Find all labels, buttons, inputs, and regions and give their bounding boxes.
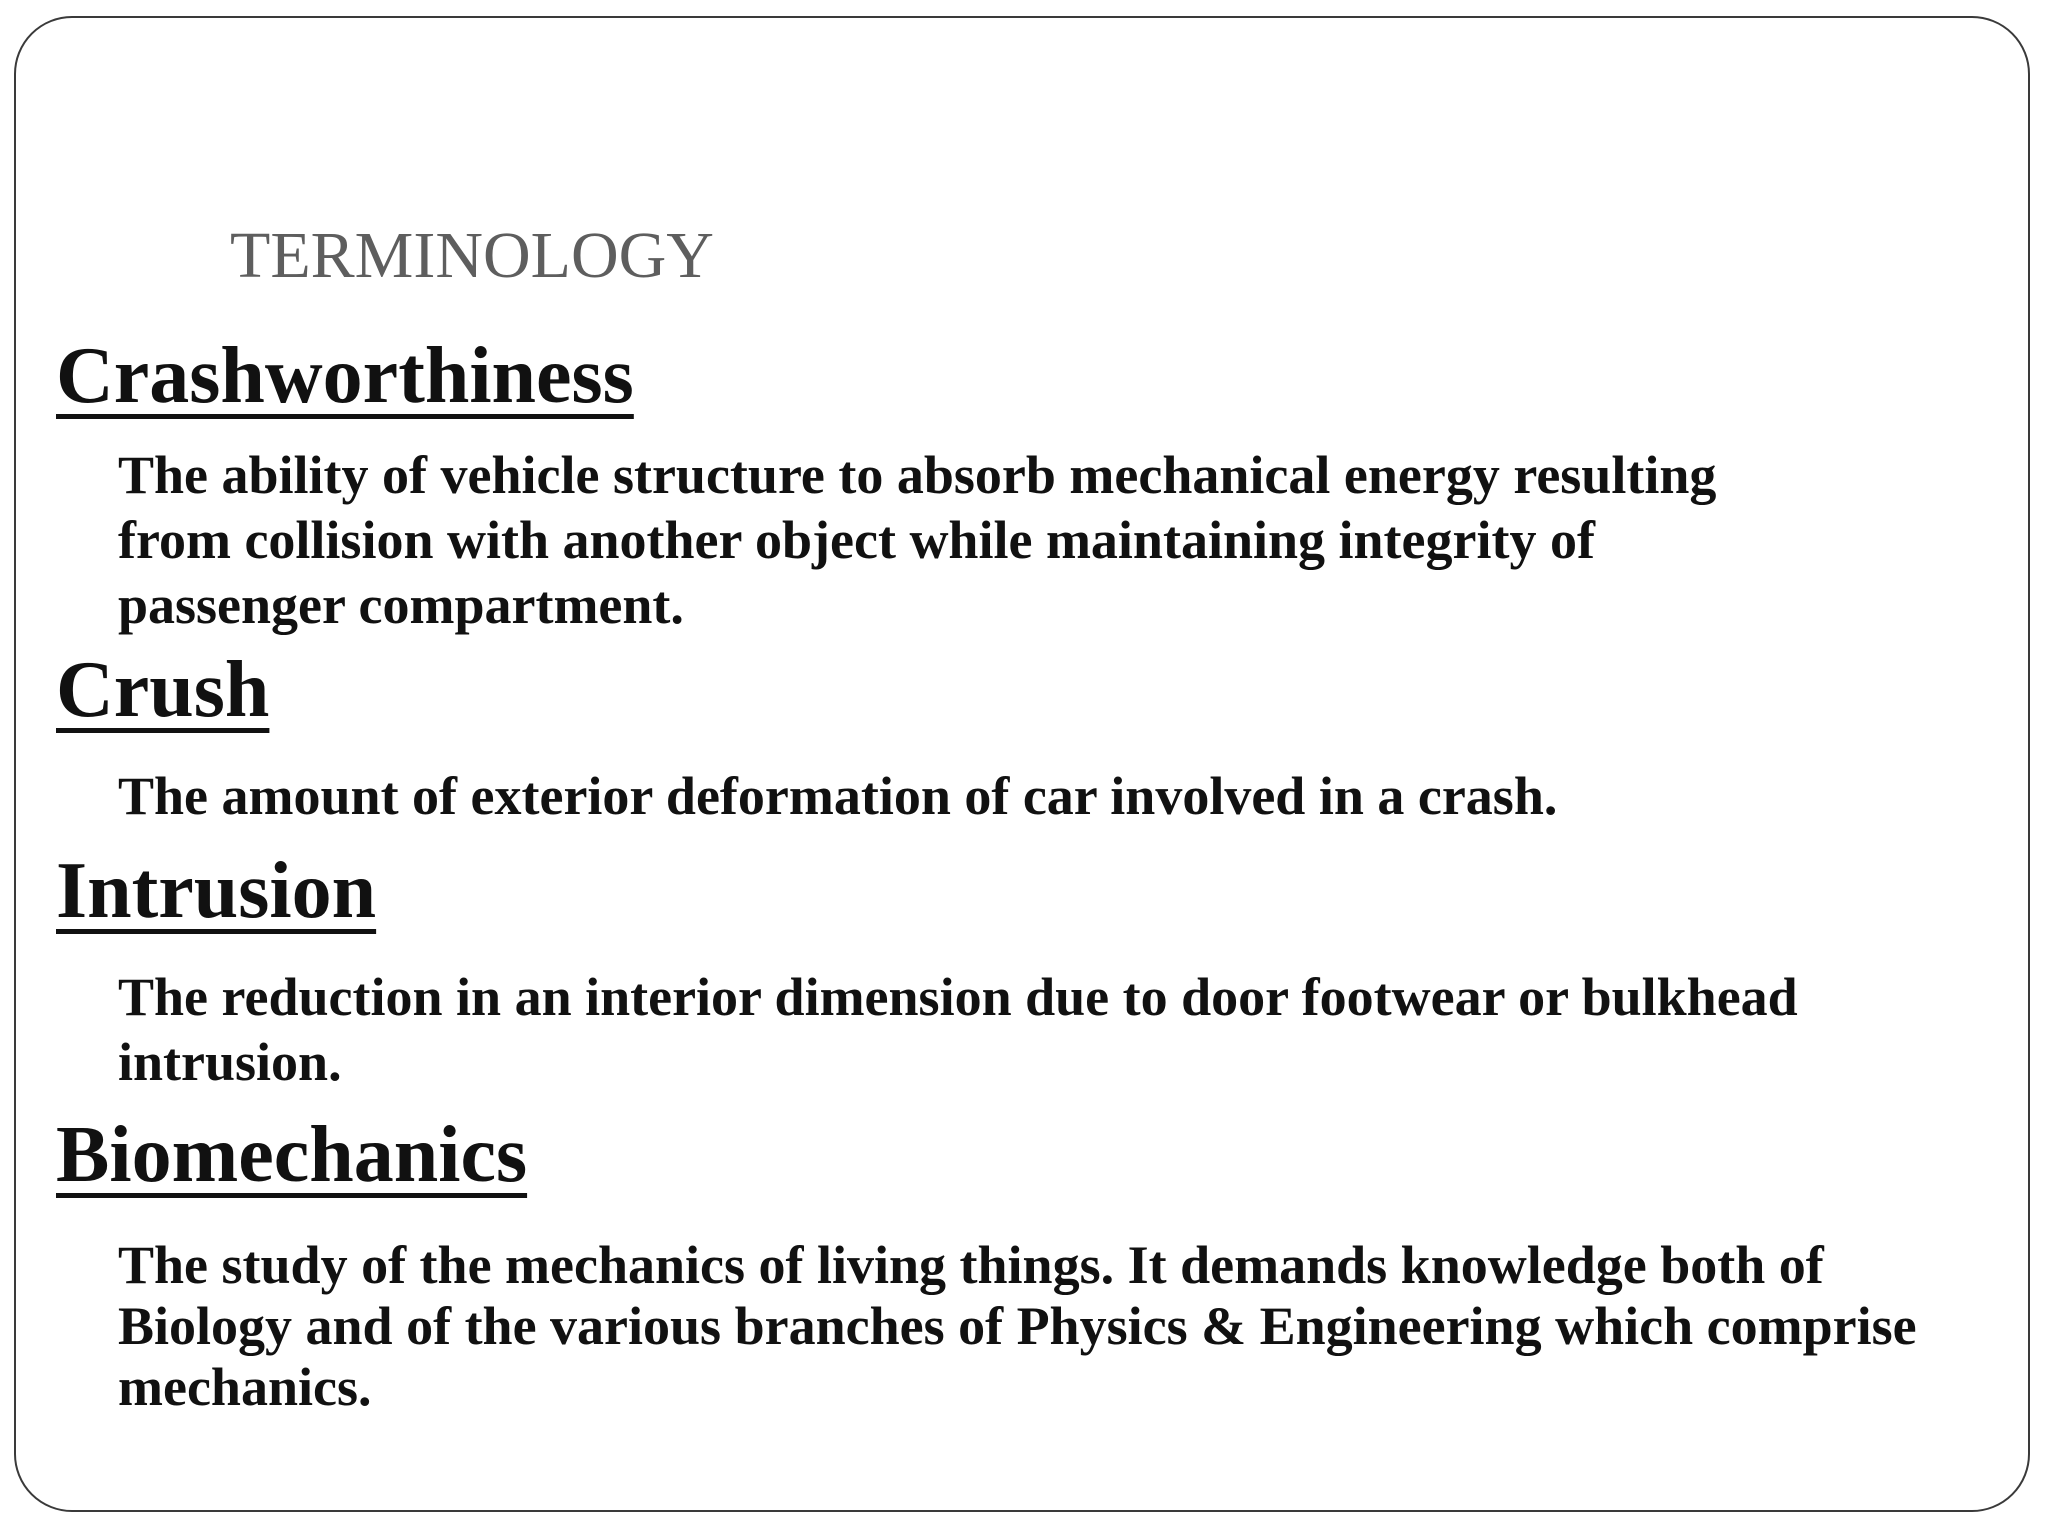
definition-line: mechanics. — [118, 1357, 372, 1417]
definition-line: passenger compartment. — [118, 575, 684, 635]
definition-line: The amount of exterior deformation of car involved in a crash. — [118, 766, 1558, 826]
term-name: Crush — [56, 646, 270, 734]
term-item — [56, 845, 1996, 1095]
definition-line: The ability of vehicle structure to absorb mechanical energy resulting — [118, 445, 1717, 505]
definition-line: intrusion. — [118, 1032, 342, 1092]
term-definition — [56, 1235, 1996, 1418]
definition-line: from collision with another object while maintaining integrity of — [118, 510, 1595, 570]
term-definition — [56, 965, 1996, 1095]
term-item — [56, 330, 1996, 638]
definition-line: Biology and of the various branches of Physics & Engineering which comprise — [118, 1296, 1917, 1356]
definition-line: The study of the mechanics of living things. It demands knowledge both of — [118, 1235, 1824, 1295]
term-item — [56, 1109, 1996, 1418]
term-name: Biomechanics — [56, 1111, 528, 1199]
term-name: Crashworthiness — [56, 332, 634, 420]
terms-list — [56, 330, 1996, 1418]
slide-title: TERMINOLOGY — [230, 219, 714, 292]
term-definition — [56, 764, 1996, 829]
slide — [14, 16, 2030, 1512]
term-item — [56, 644, 1996, 829]
term-name: Intrusion — [56, 847, 377, 935]
term-definition — [56, 443, 1996, 638]
definition-line: The reduction in an interior dimension due to door footwear or bulkhead — [118, 967, 1798, 1027]
